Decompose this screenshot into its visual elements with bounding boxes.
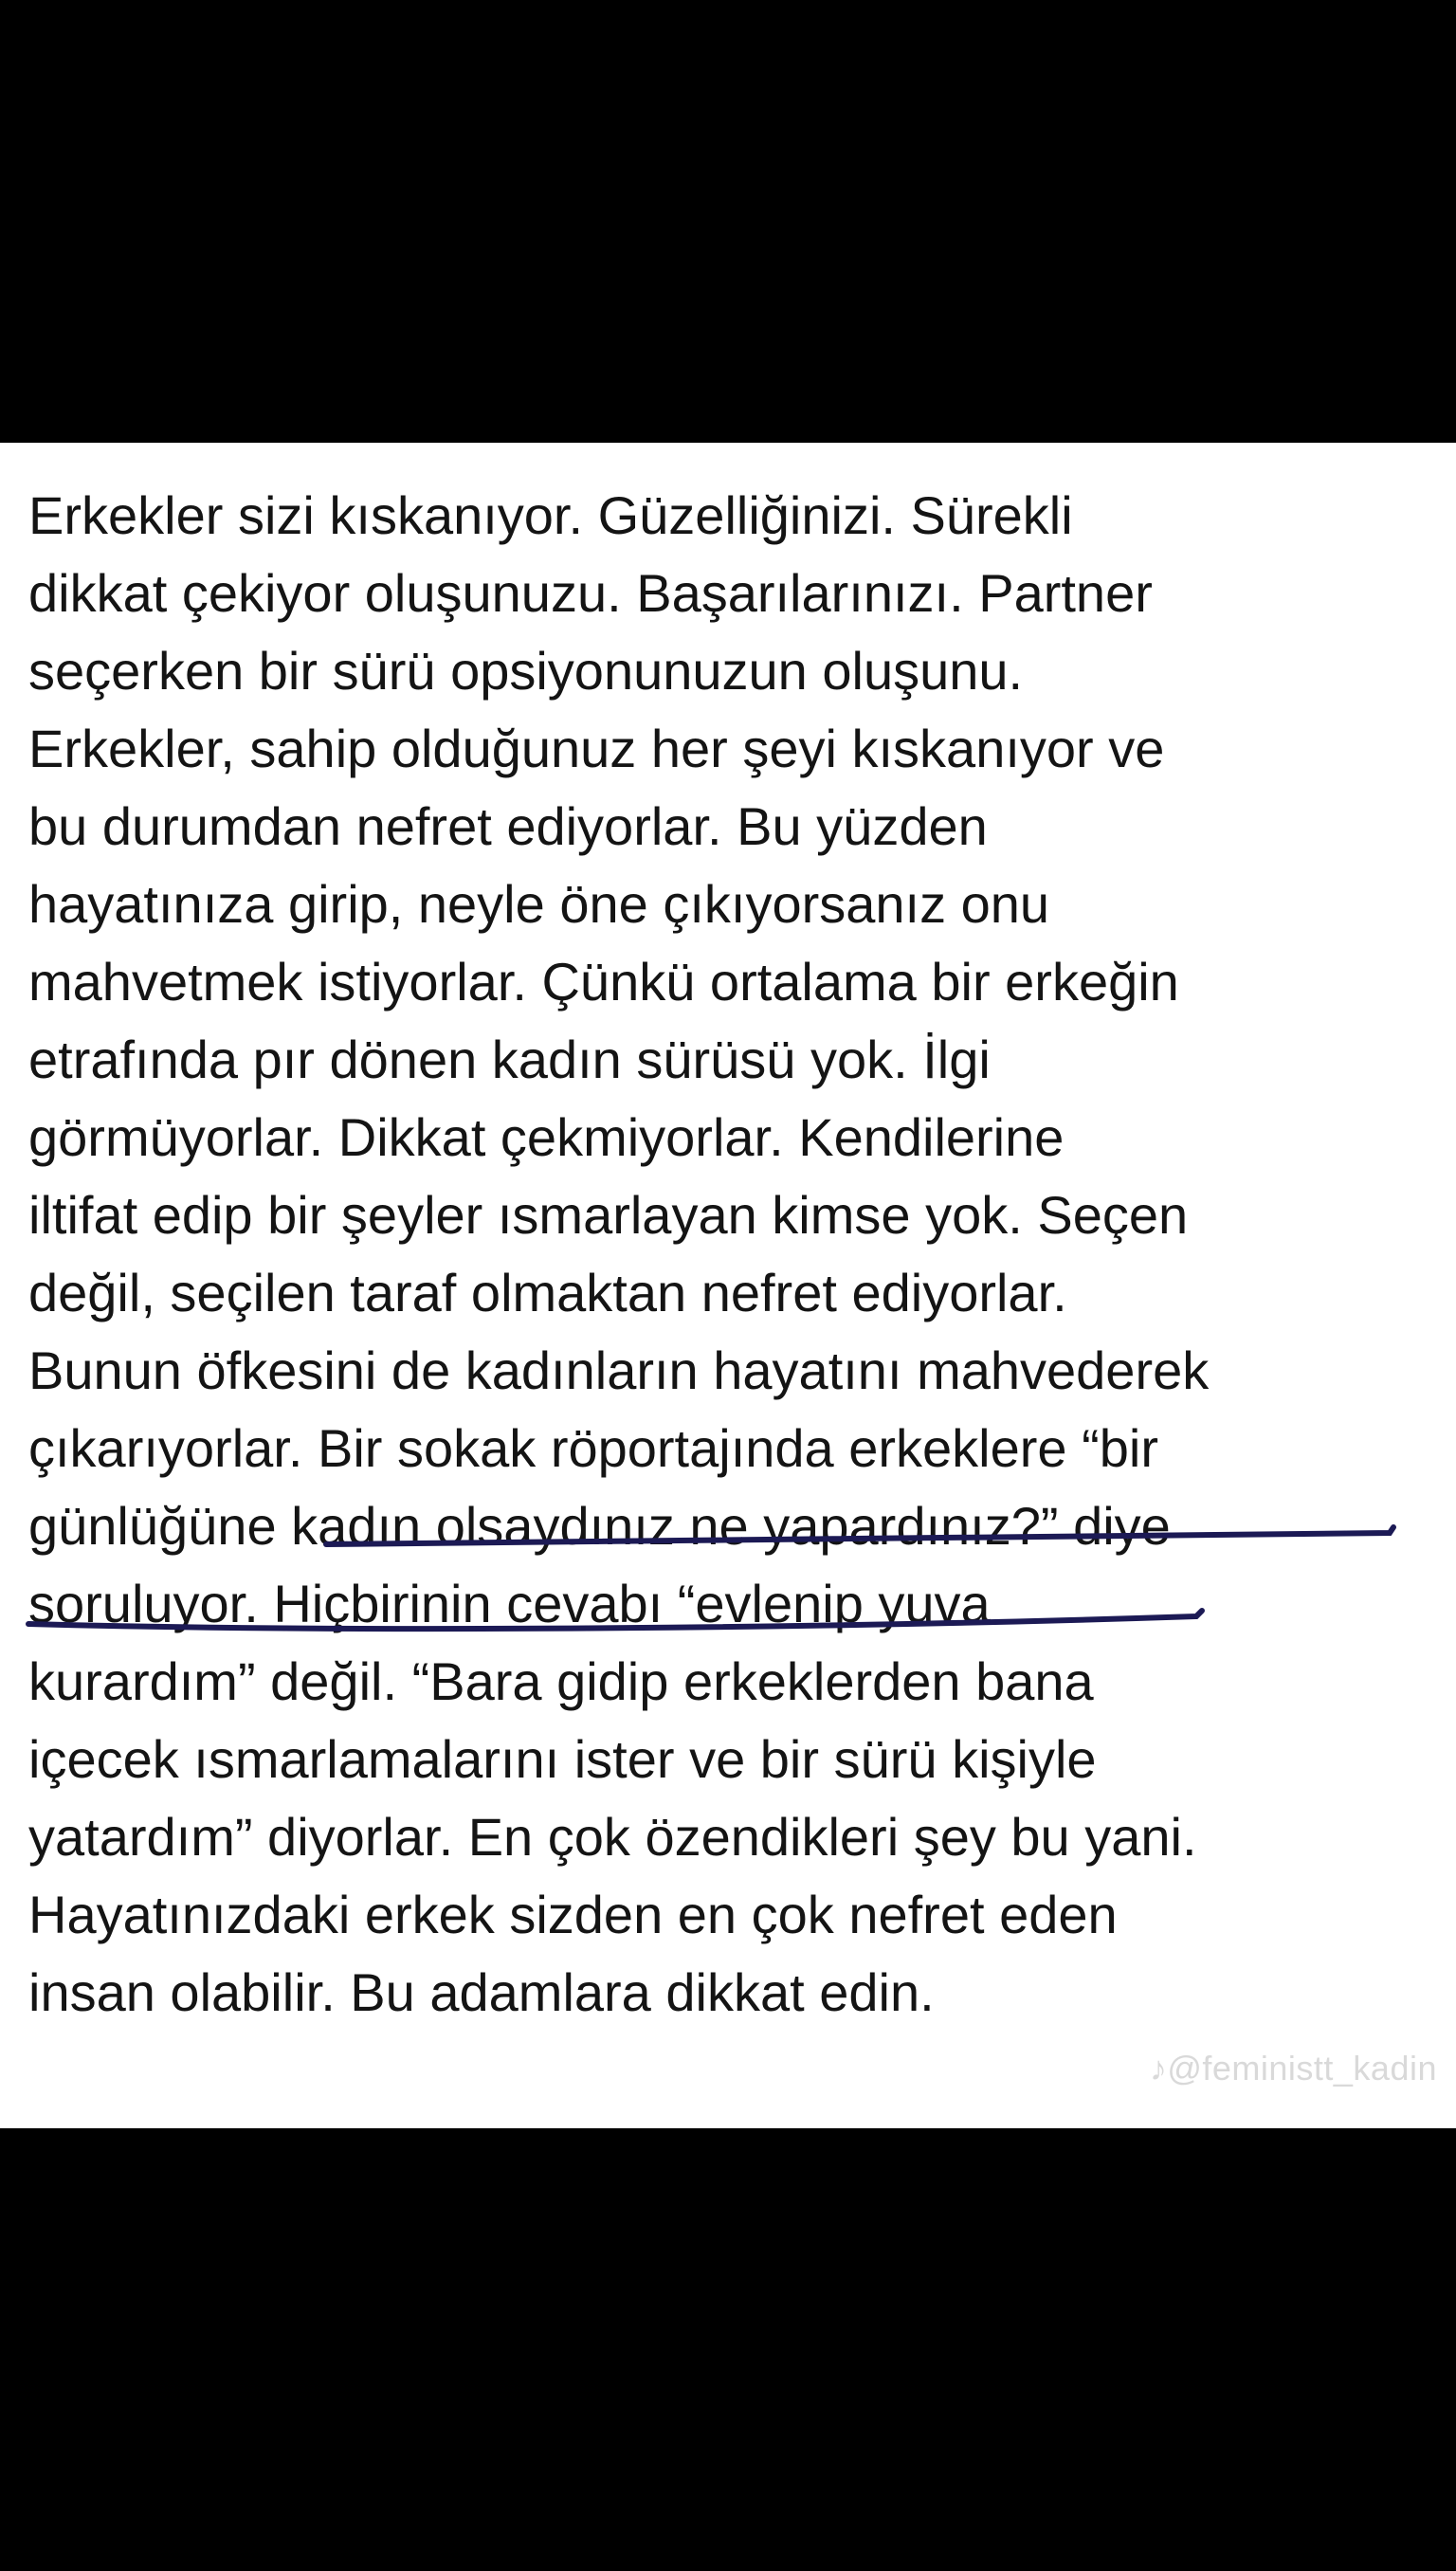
- tweet-line: Hayatınızdaki erkek sizden en çok nefret eden: [28, 1885, 1118, 1944]
- tweet-line: içecek ısmarlamalarını ister ve bir sürü kişiyle: [28, 1729, 1097, 1789]
- tweet-line: etrafında pır dönen kadın sürüsü yok. İlgi: [28, 1030, 991, 1089]
- tweet-line: Bunun öfkesini de kadınların hayatını mahvederek: [28, 1340, 1210, 1400]
- bottom-black-bar: [0, 2128, 1456, 2571]
- tweet-line: hayatınıza girip, neyle öne çıkıyorsanız onu: [28, 874, 1050, 934]
- tweet-line: seçerken bir sürü opsiyonunuzun oluşunu.: [28, 641, 1024, 701]
- tweet-line: Erkekler sizi kıskanıyor. Güzelliğinizi. Sürekli: [28, 485, 1073, 545]
- tweet-line: yatardım” diyorlar. En çok özendikleri şey bu yani.: [28, 1807, 1197, 1867]
- tiktok-watermark: ♪@feministt_kadin: [1149, 2049, 1437, 2088]
- tweet-line: mahvetmek istiyorlar. Çünkü ortalama bir erkeğin: [28, 952, 1179, 1012]
- tweet-line: görmüyorlar. Dikkat çekmiyorlar. Kendilerine: [28, 1107, 1065, 1167]
- tweet-line: değil, seçilen taraf olmaktan nefret ediyorlar.: [28, 1263, 1067, 1322]
- tweet-line: Erkekler, sahip olduğunuz her şeyi kıskanıyor ve: [28, 719, 1165, 778]
- tweet-line: dikkat çekiyor oluşunuzu. Başarılarınızı. Partner: [28, 563, 1153, 623]
- tweet-line: insan olabilir. Bu adamlara dikkat edin.: [28, 1962, 935, 2022]
- tweet-body-text: [28, 477, 1441, 2032]
- tweet-screenshot-card: [0, 443, 1456, 2128]
- tweet-line: çıkarıyorlar. Bir sokak röportajında erkeklere “bir: [28, 1418, 1158, 1478]
- tweet-line: günlüğüne kadın olsaydınız ne yapardınız?” diye: [28, 1496, 1171, 1556]
- tweet-line: soruluyor. Hiçbirinin cevabı “evlenip yuva: [28, 1574, 991, 1633]
- tweet-line: bu durumdan nefret ediyorlar. Bu yüzden: [28, 796, 988, 856]
- top-black-bar: [0, 0, 1456, 443]
- tweet-line: kurardım” değil. “Bara gidip erkeklerden bana: [28, 1651, 1094, 1711]
- tweet-line: iltifat edip bir şeyler ısmarlayan kimse yok. Seçen: [28, 1185, 1189, 1245]
